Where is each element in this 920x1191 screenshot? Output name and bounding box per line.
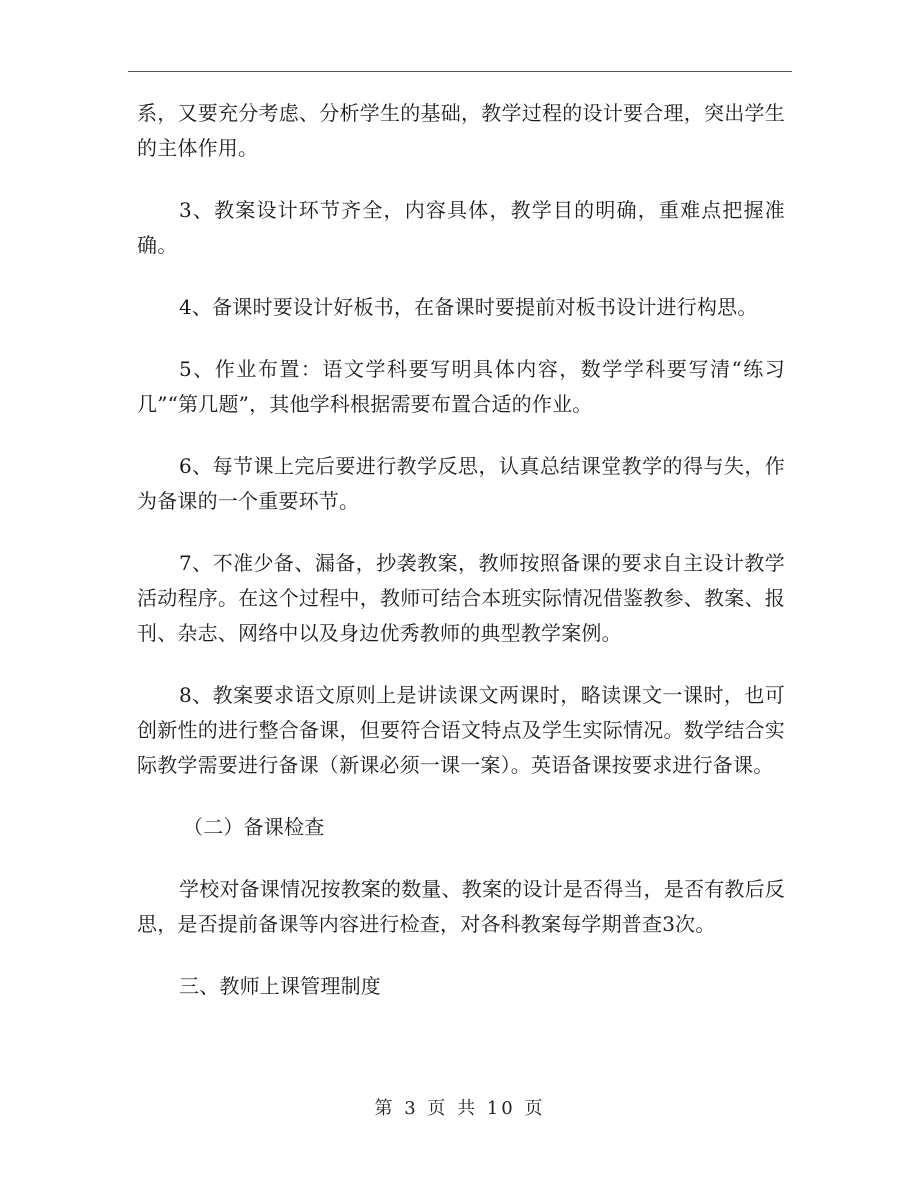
paragraph-item-6: 6、每节课上完后要进行教学反思，认真总结课堂教学的得与失，作为备课的一个重要环节。	[137, 454, 785, 513]
paragraph-item-4: 4、备课时要设计好板书，在备课时要提前对板书设计进行构思。	[179, 295, 758, 319]
paragraph-item-8: 8、教案要求语文原则上是讲读课文两课时，略读课文一课时，也可创新性的进行整合备课，但要符合语文特点及学生实际情况。数学结合实际教学需要进行备课（新课必须一课一案）。英语备课按要求进行备课。	[137, 683, 785, 777]
page-number-footer: 第 3 页 共 10 页	[374, 1098, 546, 1119]
paragraph-item-7: 7、不准少备、漏备，抄袭教案，教师按照备课的要求自主设计教学活动程序。在这个过程中，教师可结合本班实际情况借鉴教参、教案、报刊、杂志、网络中以及身边优秀教师的典型教学案例。	[137, 551, 785, 645]
section-heading-teaching-rules: 三、教师上课管理制度	[179, 974, 381, 998]
document-body	[137, 96, 785, 1031]
paragraph-item-5: 5、作业布置：语文学科要写明具体内容，数学学科要写清“练习几”“第几题”，其他学科根据需要布置合适的作业。	[137, 357, 785, 416]
section-heading-lesson-check: （二）备课检查	[183, 815, 325, 839]
paragraph-item-3: 3、教案设计环节齐全，内容具体，教学目的明确，重难点把握准确。	[137, 198, 785, 257]
paragraph-lesson-check: 学校对备课情况按教案的数量、教案的设计是否得当，是否有教后反思，是否提前备课等内容进行检查，对各科教案每学期普查3次。	[137, 877, 785, 936]
paragraph-continuation: 系，又要充分考虑、分析学生的基础，教学过程的设计要合理，突出学生的主体作用。	[137, 101, 785, 160]
header-rule	[128, 71, 792, 72]
